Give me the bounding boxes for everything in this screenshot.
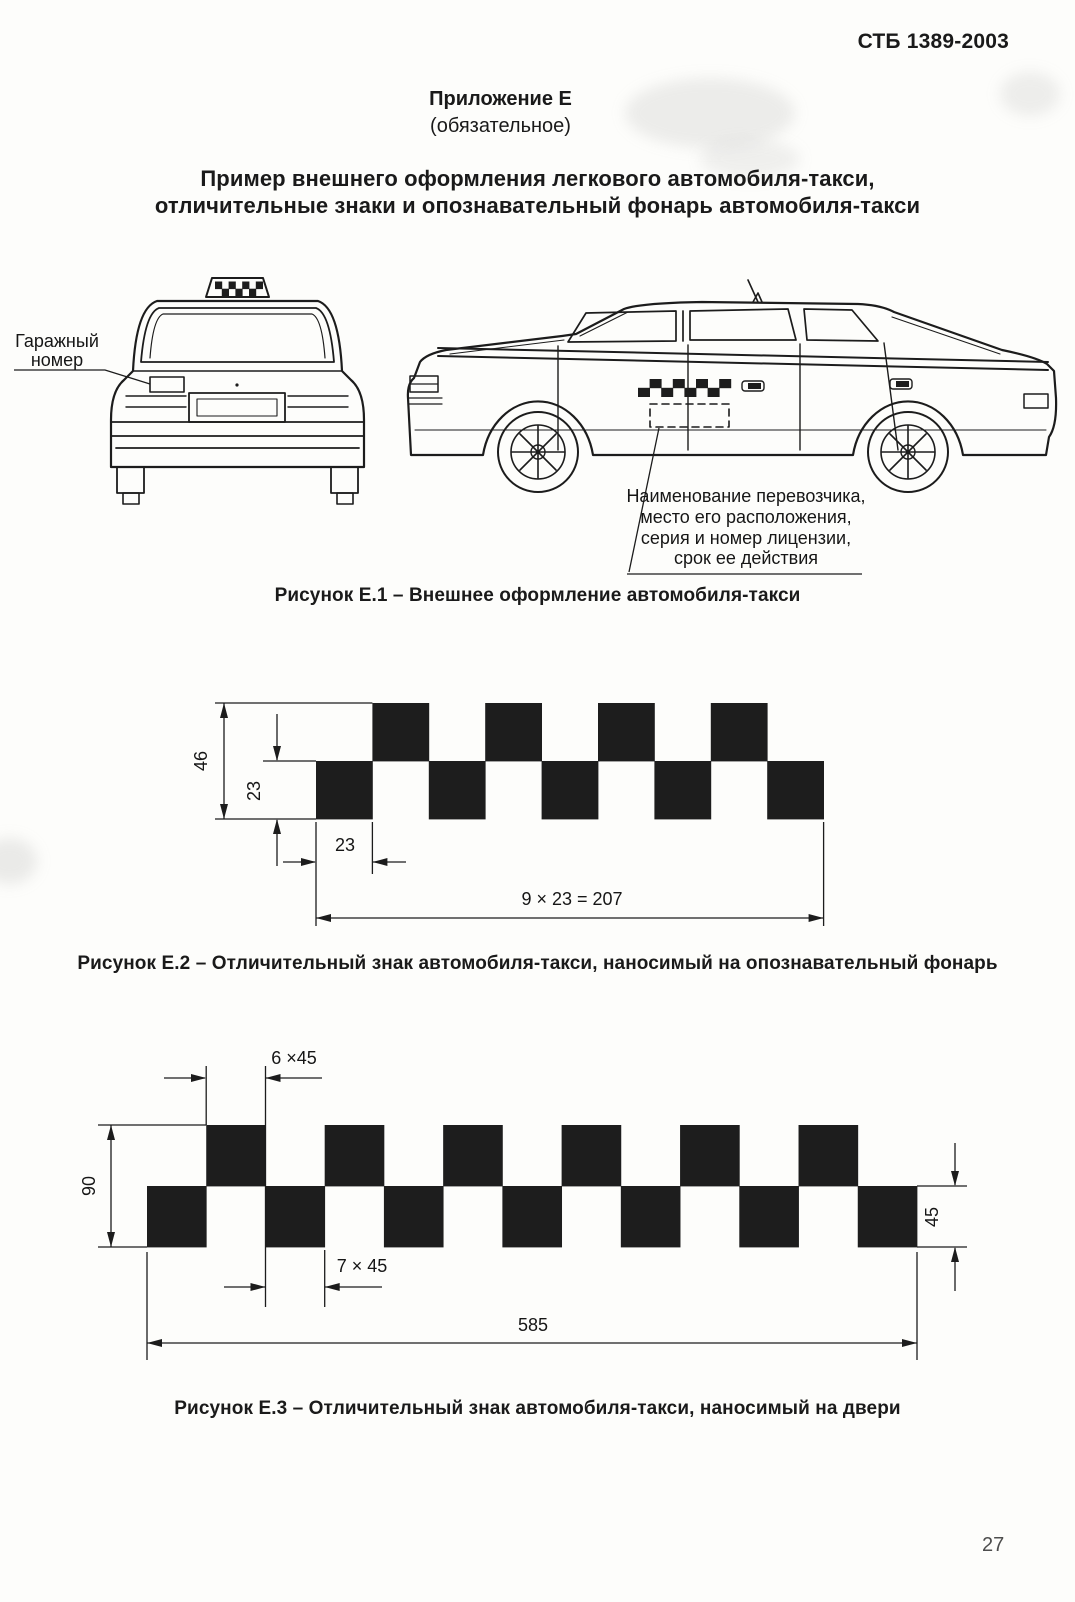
svg-text:серия и номер лицензии,: серия и номер лицензии, — [640, 528, 852, 548]
licence-plate — [189, 393, 285, 422]
appendix-kind: (обязательное) — [430, 115, 571, 137]
appendix-name: Приложение Е — [429, 88, 572, 110]
antenna — [748, 280, 762, 302]
dim-top-cell: 6 ×45 — [271, 1048, 317, 1068]
rear-window — [141, 308, 334, 362]
door-checker-strip — [638, 379, 731, 397]
checker-pattern-door — [147, 1125, 917, 1247]
dim-cell-width: 23 — [334, 835, 356, 855]
dim-row-height: 45 — [922, 1206, 942, 1228]
dim-bottom-cell: 7 × 45 — [336, 1256, 388, 1276]
page-number: 27 — [982, 1534, 1005, 1556]
licence-info-dashed-frame — [650, 404, 729, 427]
dome-checker-pattern — [215, 282, 263, 297]
rear-wheel — [868, 412, 948, 492]
figure-e3-drawing — [0, 1010, 1075, 1380]
rear-wheel-left — [117, 467, 144, 493]
figure-e3-caption: Рисунок Е.3 – Отличительный знак автомобиля-такси, наносимый на двери — [174, 1398, 901, 1419]
figure-e2-drawing — [0, 640, 1075, 940]
garage-label-leader-line — [14, 370, 150, 384]
dim-row-height: 23 — [244, 780, 264, 802]
svg-text:Гаражный: Гаражный — [15, 331, 99, 351]
rear-bumper — [111, 422, 364, 448]
side-body-outline — [408, 302, 1056, 455]
svg-text:номер: номер — [30, 350, 84, 370]
page-title-line2: отличительные знаки и опознавательный фонарь автомобиля-такси — [154, 193, 921, 218]
standard-number: СТБ 1389-2003 — [857, 30, 1009, 53]
rear-light — [1024, 394, 1048, 408]
page-title-line1: Пример внешнего оформления легкового автомобиля-такси, — [200, 166, 875, 191]
figure-e1-caption: Рисунок Е.1 – Внешнее оформление автомобиля-такси — [274, 585, 801, 606]
dim-total-height: 46 — [191, 750, 211, 772]
figure-e1-drawing — [0, 255, 1075, 585]
rear-wheel-right — [331, 467, 358, 493]
dim-total-width: 585 — [517, 1315, 549, 1335]
licence-info-note — [626, 428, 865, 574]
svg-text:Наименование перевозчика,: Наименование перевозчика, — [626, 486, 866, 506]
front-wheel — [498, 412, 578, 492]
door-handles — [742, 379, 912, 391]
taxi-side-view — [408, 280, 1056, 492]
svg-text:место его расположения,: место его расположения, — [640, 507, 852, 527]
svg-text:срок ее действия: срок ее действия — [673, 548, 819, 568]
garage-number-label — [14, 331, 150, 384]
dim-total-height: 90 — [79, 1175, 99, 1197]
tail-lights — [126, 396, 348, 407]
garage-number-plate — [150, 377, 184, 392]
belt-line — [438, 348, 1048, 370]
appendix-heading — [0, 88, 1038, 138]
figure-e2-caption: Рисунок Е.2 – Отличительный знак автомобиля-такси, наносимый на опознавательный фонарь — [77, 953, 998, 974]
checker-pattern-lamp — [316, 703, 824, 819]
dim-total-width: 9 × 23 = 207 — [521, 889, 623, 909]
taxi-rear-view — [111, 278, 364, 504]
